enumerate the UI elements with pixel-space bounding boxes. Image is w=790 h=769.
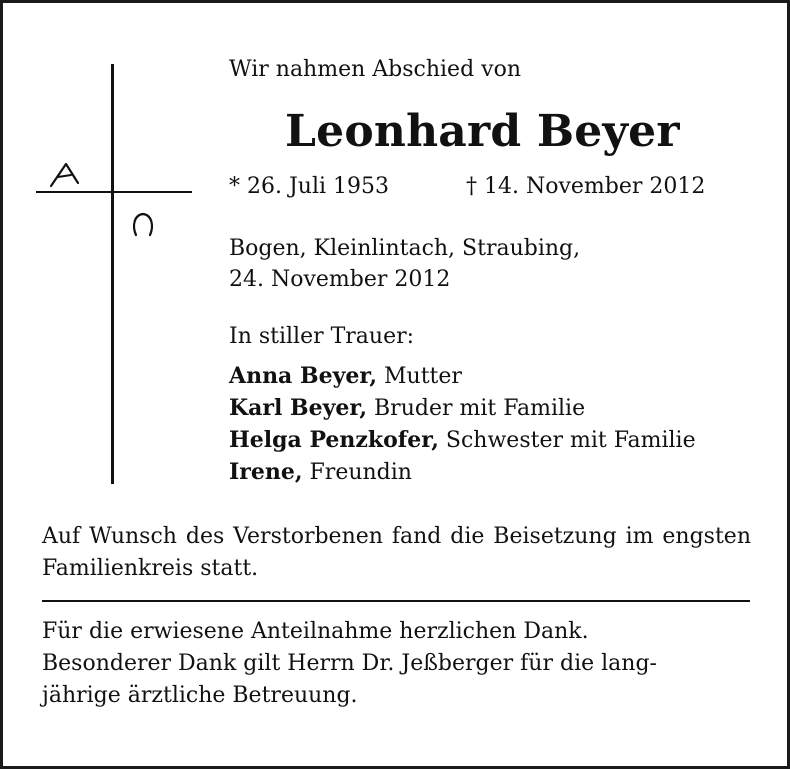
mourner-entry xyxy=(229,396,585,421)
thanks-line: Für die erwiesene Anteilnahme herzlichen Dank. xyxy=(42,619,589,644)
thanks-paragraph xyxy=(42,616,751,712)
thanks-line: jährige ärztliche Betreuung. xyxy=(42,683,358,708)
thanks-line: Besonderer Dank gilt Herrn Dr. Jeßberger für die lang- xyxy=(42,651,657,676)
place-line-1: Bogen, Kleinlintach, Straubing, xyxy=(229,236,581,261)
mourner-name: Karl Beyer, xyxy=(229,395,368,421)
mourner-relation: Schwester mit Familie xyxy=(445,428,696,453)
intro-text: Wir nahmen Abschied von xyxy=(229,57,521,82)
alpha-icon xyxy=(48,160,82,188)
birth-date: * 26. Juli 1953 xyxy=(229,174,390,199)
mourner-name: Helga Penzkofer, xyxy=(229,427,439,453)
mourner-entry xyxy=(229,460,412,485)
mourner-name: Irene, xyxy=(229,459,303,485)
burial-note: Auf Wunsch des Verstorbenen fand die Beisetzung im engsten Familienkreis statt. xyxy=(42,524,751,581)
mourner-entry xyxy=(229,428,696,453)
mourner-relation: Mutter xyxy=(384,364,462,389)
mourner-relation: Bruder mit Familie xyxy=(374,396,586,421)
cross-vertical-beam xyxy=(111,64,114,484)
death-date: † 14. November 2012 xyxy=(466,174,706,199)
divider xyxy=(42,600,750,602)
place-line-2: 24. November 2012 xyxy=(229,267,451,292)
mourner-relation: Freundin xyxy=(309,460,412,485)
omega-icon xyxy=(130,210,156,238)
mourner-name: Anna Beyer, xyxy=(229,363,377,389)
mourning-label: In stiller Trauer: xyxy=(229,324,415,349)
deceased-name: Leonhard Beyer xyxy=(285,106,680,157)
mourner-entry xyxy=(229,364,462,389)
cross-horizontal-beam xyxy=(36,191,192,193)
